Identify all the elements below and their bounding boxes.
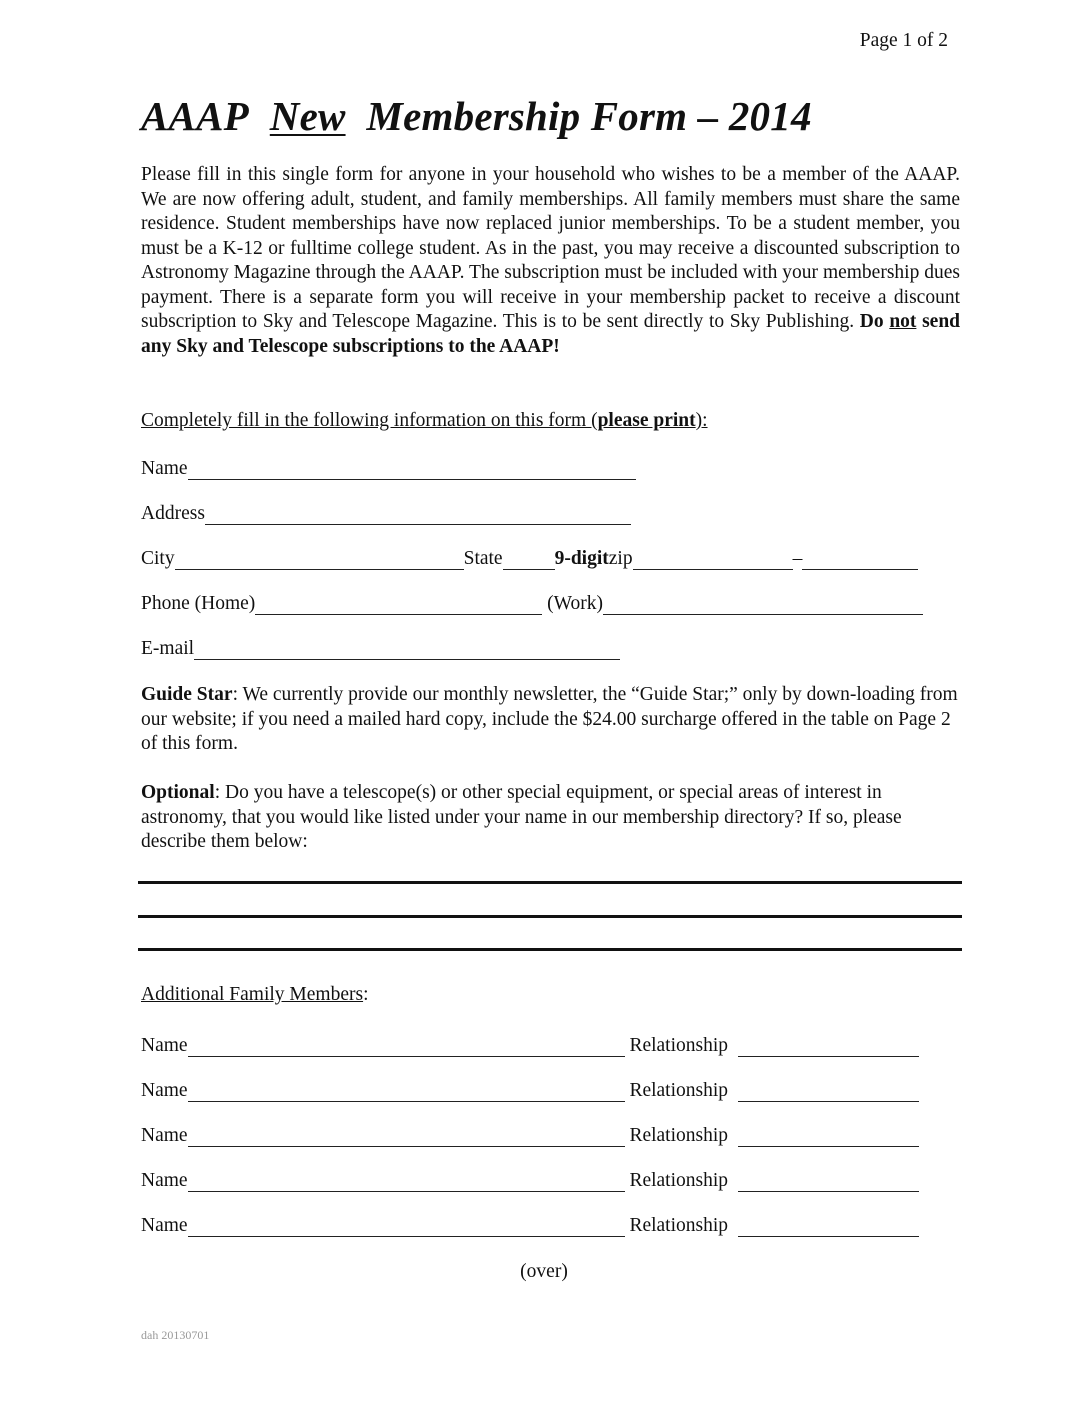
equipment-line-3[interactable]	[138, 948, 962, 951]
guide-star-label: Guide Star	[141, 684, 233, 705]
phone-row	[141, 589, 923, 615]
family-row	[141, 1031, 919, 1057]
intro-warning-a: Do	[859, 311, 890, 332]
title-rest: Membership Form – 2014	[366, 93, 812, 139]
family-relationship-label: Relationship	[629, 1125, 729, 1146]
zip-label: zip	[608, 548, 633, 569]
name-row	[141, 454, 636, 480]
family-relationship-field[interactable]	[738, 1173, 919, 1192]
state-field[interactable]	[503, 551, 555, 570]
address-row	[141, 499, 631, 525]
family-relationship-field[interactable]	[738, 1083, 919, 1102]
title-new: New	[269, 93, 346, 139]
family-row	[141, 1121, 919, 1147]
family-name-label: Name	[141, 1170, 188, 1191]
family-row	[141, 1076, 919, 1102]
family-name-field[interactable]	[188, 1218, 625, 1237]
over-note: (over)	[520, 1261, 568, 1282]
instructions	[141, 409, 708, 434]
address-field[interactable]	[205, 506, 631, 525]
family-relationship-field[interactable]	[738, 1038, 919, 1057]
zip-plus4-field[interactable]	[802, 551, 918, 570]
phone-work-label: (Work)	[547, 593, 603, 614]
family-name-label: Name	[141, 1125, 188, 1146]
instructions-end: ):	[695, 410, 708, 431]
family-name-label: Name	[141, 1035, 188, 1056]
phone-home-label: Phone (Home)	[141, 593, 256, 614]
phone-work-field[interactable]	[603, 596, 923, 615]
family-heading-text: Additional Family Members	[141, 984, 364, 1005]
intro-paragraph	[141, 163, 960, 359]
footer-code: dah 20130701	[141, 1328, 210, 1342]
family-name-field[interactable]	[188, 1128, 625, 1147]
city-row	[141, 544, 918, 570]
family-relationship-label: Relationship	[629, 1035, 729, 1056]
family-row	[141, 1166, 919, 1192]
instructions-bold: please print	[597, 410, 696, 431]
address-label: Address	[141, 503, 205, 524]
optional-text: : Do you have a telescope(s) or other special equipment, or special areas of interest in astronomy, that you would like listed under your name in our membership directory? If so, please describe them below:	[141, 782, 902, 852]
optional-label: Optional	[141, 782, 215, 803]
intro-warning-not: not	[889, 311, 917, 332]
zip-field[interactable]	[633, 551, 793, 570]
family-name-field[interactable]	[188, 1083, 625, 1102]
email-field[interactable]	[194, 641, 620, 660]
instructions-text: Completely fill in the following information on this form (	[141, 410, 598, 431]
equipment-line-1[interactable]	[138, 881, 962, 884]
intro-text: Please fill in this single form for anyone in your household who wishes to be a member of the AAAP. We are now offering adult, student, and family memberships. All family members must share the same residence. Student memberships have now replaced junior memberships. To be a student member, you must be a K-12 or fulltime college student. As in the past, you may receive a discounted subscription to Astronomy Magazine through the AAAP. The subscription must be included with your membership dues payment. There is a separate form you will receive in your membership packet to receive a discount subscription to Sky and Telescope Magazine. This is to be sent directly to Sky Publishing.	[141, 164, 960, 332]
city-label: City	[141, 548, 175, 569]
family-heading-colon: :	[363, 984, 369, 1005]
family-name-label: Name	[141, 1080, 188, 1101]
family-relationship-label: Relationship	[629, 1215, 729, 1236]
zip-bold-label: 9-digit	[554, 548, 609, 569]
form-title	[141, 92, 812, 140]
family-relationship-field[interactable]	[738, 1218, 919, 1237]
phone-home-field[interactable]	[255, 596, 542, 615]
family-name-label: Name	[141, 1215, 188, 1236]
family-name-field[interactable]	[188, 1173, 625, 1192]
state-label: State	[463, 548, 503, 569]
zip-dash: –	[792, 548, 803, 569]
guide-star-paragraph	[141, 683, 961, 757]
email-row	[141, 634, 620, 660]
family-heading	[141, 983, 368, 1008]
email-label: E-mail	[141, 638, 195, 659]
family-relationship-label: Relationship	[629, 1080, 729, 1101]
optional-paragraph	[141, 781, 961, 855]
name-label: Name	[141, 458, 188, 479]
family-relationship-label: Relationship	[629, 1170, 729, 1191]
family-relationship-field[interactable]	[738, 1128, 919, 1147]
equipment-line-2[interactable]	[138, 915, 962, 918]
page-number: Page 1 of 2	[859, 30, 948, 51]
family-row	[141, 1211, 919, 1237]
intro-warning-b: send any Sky and Telescope subscriptions to the AAAP!	[141, 311, 961, 357]
title-org: AAAP	[141, 93, 249, 139]
guide-star-text: : We currently provide our monthly newsletter, the “Guide Star;” only by down-loading from our website; if you need a mailed hard copy, include the $24.00 surcharge offered in the table on Page 2 of this form.	[141, 684, 958, 754]
family-name-field[interactable]	[188, 1038, 625, 1057]
name-field[interactable]	[188, 461, 636, 480]
city-field[interactable]	[175, 551, 464, 570]
